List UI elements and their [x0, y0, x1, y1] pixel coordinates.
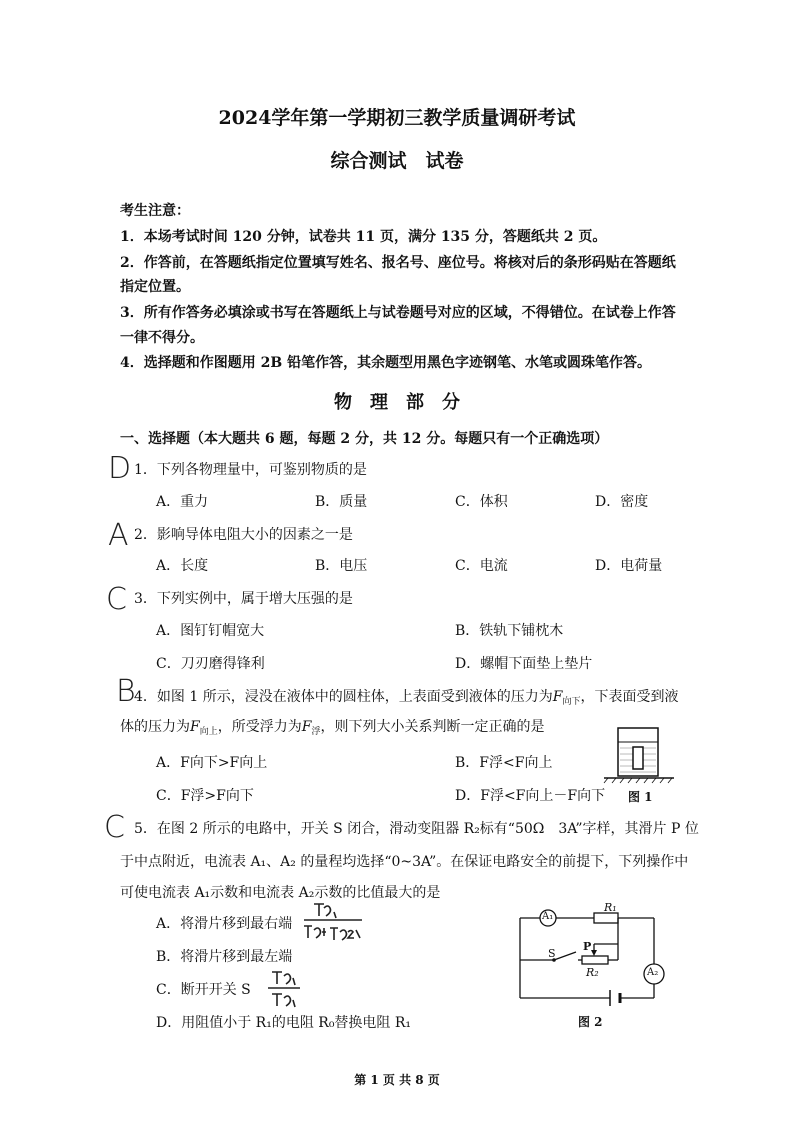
handwritten-answer-q1: D — [108, 451, 132, 486]
q4-buoyancy-symbol: F — [301, 719, 312, 735]
q4-stem-line2-c: ，则下列大小关系判断一定正确的是 — [320, 719, 545, 735]
handwritten-answer-q2: A — [108, 518, 129, 553]
q5-option-c: C．断开开关 S — [156, 982, 251, 998]
q4-stem-line2 — [120, 716, 544, 737]
q3-stem: 3．下列实例中，属于增大压强的是 — [134, 591, 353, 607]
section-title: 物 理 部 分 — [334, 392, 460, 413]
q4-stem-line1-a: 4．如图 1 所示，浸没在液体中的圆柱体，上表面受到液体的压力为 — [134, 689, 553, 705]
q1-stem: 1．下列各物理量中，可鉴别物质的是 — [134, 462, 367, 478]
q4-option-c: C．F浮>F向下 — [156, 788, 254, 804]
q2-option-a: A．长度 — [156, 558, 209, 574]
notice-item-2: 2．作答前，在答题纸指定位置填写姓名、报名号、座位号。将核对后的条形码贴在答题纸 — [120, 255, 676, 271]
notice-item-2-cont: 指定位置。 — [120, 279, 190, 295]
ammeter-a2-label: A₂ — [647, 967, 659, 978]
figure-1-diagram — [604, 722, 674, 784]
q5-option-a: A．将滑片移到最右端 — [156, 916, 293, 932]
handwritten-answer-q5: C — [104, 810, 125, 845]
q2-stem: 2．影响导体电阻大小的因素之一是 — [134, 527, 353, 543]
exam-title: 2024学年第一学期初三教学质量调研考试 — [218, 107, 576, 129]
q4-stem-line2-b: ，所受浮力为 — [217, 719, 302, 735]
resistor-r2-label: R₂ — [586, 966, 599, 979]
q5-option-d: D．用阻值小于 R₁的电阻 R₀替换电阻 R₁ — [156, 1015, 412, 1031]
q4-option-d: D．F浮<F向上－F向下 — [455, 788, 606, 804]
notice-item-3: 3．所有作答务必填涂或书写在答题纸上与试卷题号对应的区域，不得错位。在试卷上作答 — [120, 305, 676, 321]
exam-subtitle: 综合测试 试卷 — [330, 150, 464, 172]
q3-option-b: B．铁轨下铺枕木 — [455, 623, 564, 639]
q5-option-b: B．将滑片移到最左端 — [156, 949, 293, 965]
q3-option-a: A．图钉钉帽宽大 — [156, 623, 265, 639]
figure-1-label: 图 1 — [628, 790, 653, 804]
handwritten-fraction-c — [266, 966, 306, 1012]
q4-force-up-symbol: F — [190, 719, 200, 735]
q1-option-c: C．体积 — [455, 494, 508, 510]
q4-force-up-sub: 向上 — [199, 727, 218, 737]
q5-stem-line3: 可使电流表 A₁示数和电流表 A₂示数的比值最大的是 — [120, 885, 441, 901]
q4-force-symbol: F — [552, 689, 563, 705]
q4-option-a: A．F向下>F向上 — [156, 755, 268, 771]
resistor-r1-label: R₁ — [604, 901, 617, 914]
q4-stem-line2-a: 体的压力为 — [120, 719, 190, 735]
q1-option-b: B．质量 — [315, 494, 368, 510]
q2-option-c: C．电流 — [455, 558, 508, 574]
part1-heading: 一、选择题（本大题共 6 题，每题 2 分，共 12 分。每题只有一个正确选项） — [120, 431, 609, 447]
q4-option-b: B．F浮<F向上 — [455, 755, 553, 771]
notice-item-3-cont: 一律不得分。 — [120, 330, 204, 346]
notice-heading: 考生注意： — [120, 203, 190, 219]
q4-stem-line1-b: ，下表面受到液 — [580, 689, 679, 705]
q1-option-a: A．重力 — [156, 494, 209, 510]
q4-stem-line1 — [134, 686, 678, 707]
notice-item-4: 4．选择题和作图题用 2B 铅笔作答，其余题型用黑色字迹钢笔、水笔或圆珠笔作答。 — [120, 355, 652, 371]
ammeter-a1-label: A₁ — [542, 911, 554, 922]
handwritten-answer-q3: C — [106, 582, 127, 617]
q5-stem-line2: 于中点附近，电流表 A₁、A₂ 的量程均选择“0~3A”。在保证电路安全的前提下，下列操作中 — [120, 854, 689, 870]
figure-2-label: 图 2 — [578, 1015, 603, 1029]
q2-option-b: B．电压 — [315, 558, 368, 574]
q2-option-d: D．电荷量 — [595, 558, 663, 574]
handwritten-fraction-a — [300, 898, 370, 944]
notice-item-1: 1．本场考试时间 120 分钟，试卷共 11 页，满分 135 分，答题纸共 2 页。 — [120, 229, 607, 245]
handwritten-answer-q4: B — [116, 674, 136, 709]
q5-stem-line1: 5．在图 2 所示的电路中，开关 S 闭合，滑动变阻器 R₂标有“50Ω 3A”字样，其滑片 P 位 — [134, 821, 699, 837]
q1-option-d: D．密度 — [595, 494, 649, 510]
q3-option-d: D．螺帽下面垫上垫片 — [455, 656, 593, 672]
q4-buoyancy-sub: 浮 — [311, 727, 321, 737]
page-footer: 第 1 页 共 8 页 — [354, 1073, 440, 1087]
q3-option-c: C．刀刃磨得锋利 — [156, 656, 265, 672]
slider-p-label: P — [583, 940, 592, 953]
switch-s-label: S — [548, 947, 556, 960]
q4-force-sub: 向下 — [562, 697, 581, 707]
